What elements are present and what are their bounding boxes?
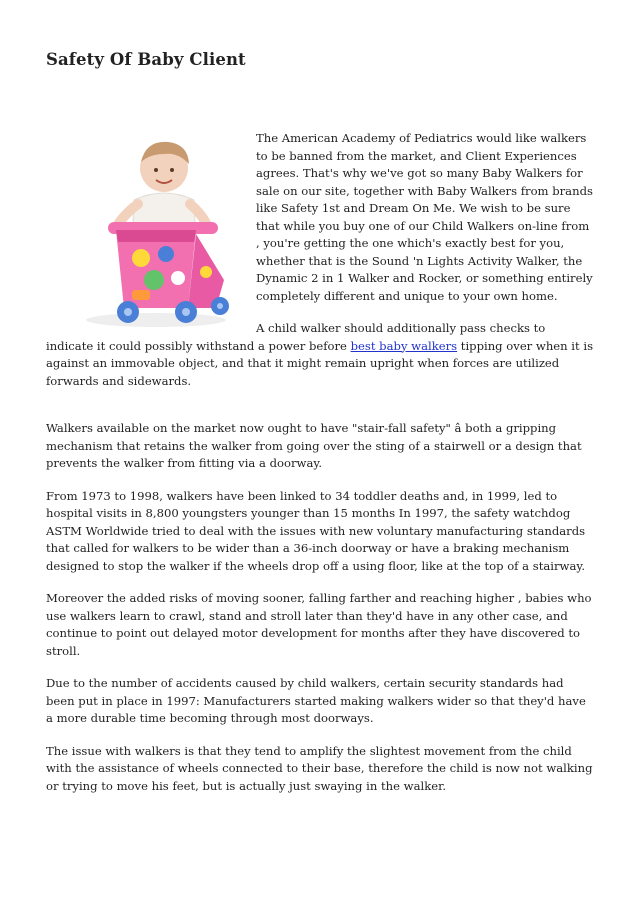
paragraph-3: Walkers available on the market now ought to have "stair-fall safety" â both a gripping mechanism that retains the walker from going over the sting of a stairwell or a design that prevents the walker from fitting via a doorway.	[46, 421, 582, 470]
article-body	[46, 130, 594, 810]
paragraph-2-tail: tipping over when it is against an immovable object, and that it might remain upright when forces are utilized forwards and sidewards.	[46, 338, 594, 388]
best-baby-walkers-link[interactable]: best baby walkers	[350, 338, 458, 353]
paragraph-2-lead: A child walker should additionally pass checks to indicate it could possibly withstand a power before	[46, 321, 546, 353]
paragraph-5: Moreover the added risks of moving sooner, falling farther and reaching higher , babies who use walkers learn to crawl, stand and stroll later than they'd have in any other case, and continue to point out delayed motor development for months after they have discovered to stroll.	[46, 591, 592, 658]
baby-walker-photo	[46, 130, 249, 332]
paragraph-6: Due to the number of accidents caused by child walkers, certain security standards had been put in place in 1997: Manufacturers started making walkers wider so that they'd have a more durable time becoming through most doorways.	[46, 676, 586, 725]
paragraph-1: The American Academy of Pediatrics would like walkers to be banned from the market, and Client Experiences agrees. That's why we've got so many Baby Walkers for sale on our site, together with Baby Walkers from brands like Safety 1st and Dream On Me. We wish to be sure that while you buy one of our Child Walkers on-line from , you're getting the one which's exactly best for you, whether that is the Sound 'n Lights Activity Walker, the Dynamic 2 in 1 Walker and Rocker, or something entirely completely different and unique to your own home.	[256, 131, 593, 303]
paragraph-7: The issue with walkers is that they tend to amplify the slightest movement from the child with the assistance of wheels connected to their base, therefore the child is now not walking or trying to move his feet, but is actually just swaying in the walker.	[46, 743, 593, 793]
paragraph-4: From 1973 to 1998, walkers have been linked to 34 toddler deaths and, in 1999, led to hospital visits in 8,800 youngsters younger than 15 months In 1997, the safety watchdog ASTM Worldwide tried to deal with the issues with new voluntary manufacturing standards that called for walkers to be wider than a 36-inch doorway or have a braking mechanism designed to stop the walker if the wheels drop off a using floor, like at the top of a stairway.	[46, 488, 586, 573]
page-title: Safety Of Baby Client	[46, 50, 246, 69]
